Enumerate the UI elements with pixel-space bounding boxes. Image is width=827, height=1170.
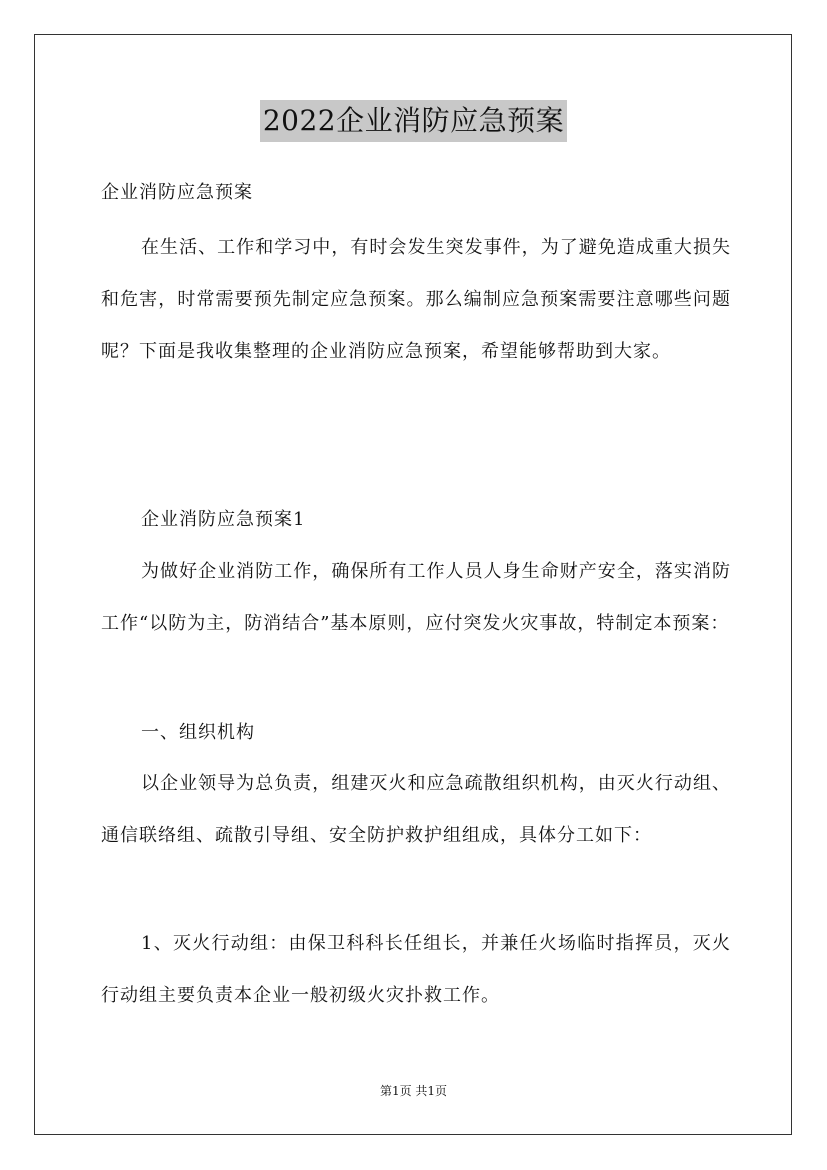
section-title: 企业消防应急预案1: [141, 509, 306, 530]
item-1-paragraph: 1、灭火行动组：由保卫科科长任组长，并兼任火场临时指挥员，灭火行动组主要负责本企业一般初级火灾扑救工作。: [101, 933, 731, 1006]
heading-organization: 一、组织机构: [141, 722, 255, 743]
intro-paragraph: 在生活、工作和学习中，有时会发生突发事件，为了避免造成重大损失和危害，时常需要预先制定应急预案。那么编制应急预案需要注意哪些问题呢？下面是我收集整理的企业消防应急预案，希望能够帮助到大家。: [101, 237, 731, 362]
section-intro-paragraph: 为做好企业消防工作，确保所有工作人员人身生命财产安全，落实消防工作“以防为主，防消结合”基本原则，应付突发火灾事故，特制定本预案：: [101, 561, 731, 634]
page-footer: 第1页 共1页: [379, 1084, 448, 1098]
title-container: [0, 100, 827, 142]
document-subtitle: 企业消防应急预案: [101, 182, 253, 203]
organization-paragraph: 以企业领导为总负责，组建灭火和应急疏散组织机构，由灭火行动组、通信联络组、疏散引导组、安全防护救护组组成，具体分工如下：: [101, 773, 731, 846]
document-title: 2022企业消防应急预案: [260, 100, 567, 142]
